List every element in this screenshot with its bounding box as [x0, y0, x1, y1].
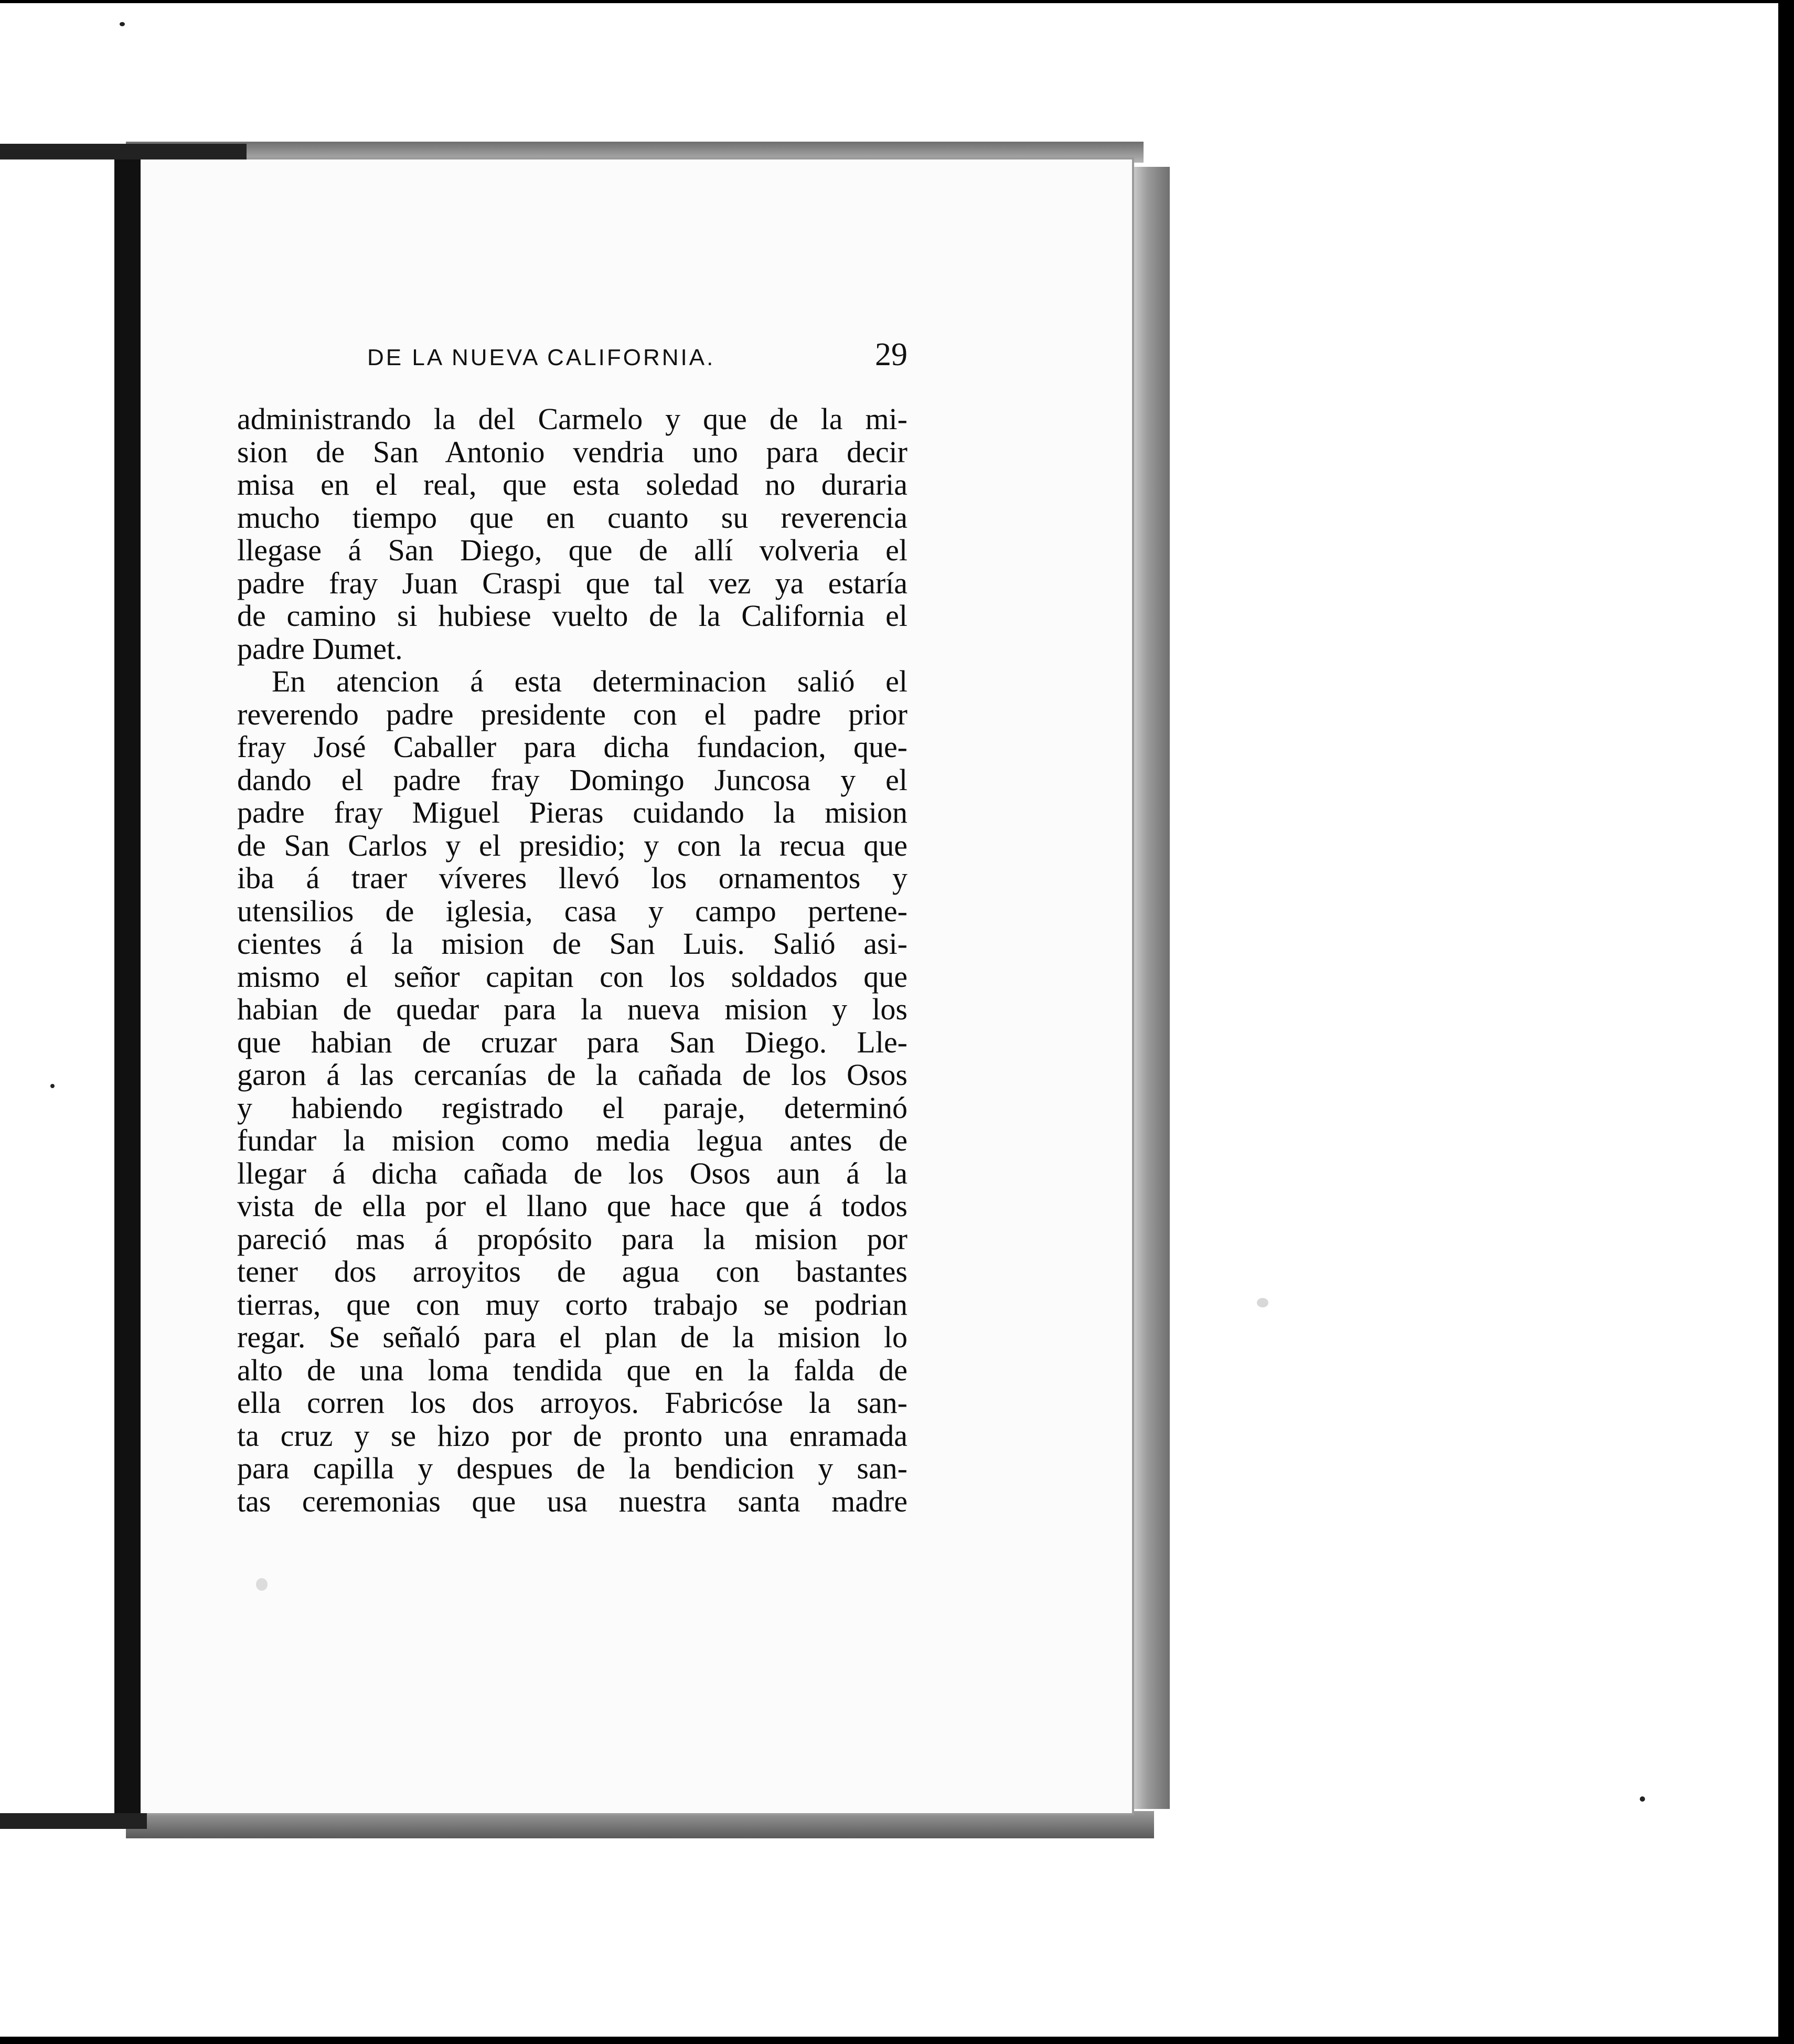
text-line: misa en el real, que esta soledad no duraria: [237, 467, 907, 502]
text-line: sion de San Antonio vendria uno para decir: [237, 434, 907, 469]
scan-speck: [1257, 1298, 1268, 1307]
text-line: para capilla y despues de la bendicion y san-: [237, 1451, 907, 1485]
text-line: garon á las cercanías de la cañada de los Osos: [237, 1058, 907, 1092]
scan-border-right: [1778, 0, 1794, 2044]
text-line: de San Carlos y el presidio; y con la recua que: [237, 828, 907, 863]
text-line: fundar la mision como media legua antes de: [237, 1123, 907, 1157]
text-line: que habian de cruzar para San Diego. Lle-: [237, 1025, 907, 1059]
text-line: ella corren los dos arroyos. Fabricóse la san-: [237, 1386, 907, 1420]
text-line: vista de ella por el llano que hace que á todos: [237, 1189, 907, 1223]
running-header: [367, 333, 907, 380]
text-line: pareció mas á propósito para la mision por: [237, 1221, 907, 1256]
text-line: En atencion á esta determinacion salió el: [272, 664, 907, 698]
text-line: reverendo padre presidente con el padre prior: [237, 697, 907, 731]
text-line: tener dos arroyitos de agua con bastantes: [237, 1254, 907, 1289]
body-text: [237, 403, 907, 1518]
scan-speck: [256, 1578, 268, 1591]
text-line: llegar á dicha cañada de los Osos aun á la: [237, 1156, 907, 1190]
paragraph-1: [237, 403, 907, 665]
text-line: y habiendo registrado el paraje, determinó: [237, 1090, 907, 1125]
scan-speck: [1640, 1796, 1645, 1802]
page-number: 29: [875, 337, 907, 372]
text-line: padre Dumet.: [237, 631, 403, 666]
text-line: iba á traer víveres llevó los ornamentos y: [237, 861, 907, 895]
left-page-top-edge: [0, 144, 247, 159]
text-line: ta cruz y se hizo por de pronto una enramada: [237, 1418, 907, 1453]
text-line: llegase á San Diego, que de allí volveria el: [237, 533, 907, 567]
book-spine: [114, 147, 141, 1826]
running-title: DE LA NUEVA CALIFORNIA.: [367, 345, 716, 370]
text-line: administrando la del Carmelo y que de la mi-: [237, 402, 907, 436]
paragraph-2: [237, 665, 907, 1518]
text-line: cientes á la mision de San Luis. Salió asi-: [237, 927, 907, 961]
scan-speck: [50, 1084, 55, 1088]
text-line: de camino si hubiese vuelto de la California el: [237, 599, 907, 633]
text-line: habian de quedar para la nueva mision y los: [237, 992, 907, 1026]
scan-border-top: [0, 0, 1794, 3]
page-edge-right: [1132, 167, 1170, 1809]
left-page-bottom-edge: [0, 1813, 147, 1829]
text-line: tas ceremonias que usa nuestra santa madre: [237, 1484, 907, 1518]
scan-speck: [120, 22, 125, 26]
text-line: padre fray Miguel Pieras cuidando la mision: [237, 795, 907, 829]
text-line: mucho tiempo que en cuanto su reverencia: [237, 500, 907, 535]
text-line: padre fray Juan Craspi que tal vez ya estaría: [237, 566, 907, 600]
text-line: regar. Se señaló para el plan de la mision lo: [237, 1320, 907, 1354]
text-line: dando el padre fray Domingo Juncosa y el: [237, 762, 907, 797]
text-line: tierras, que con muy corto trabajo se podrian: [237, 1287, 907, 1322]
text-line: utensilios de iglesia, casa y campo pertene-: [237, 893, 907, 928]
text-line: fray José Caballer para dicha fundacion, que-: [237, 730, 907, 764]
text-line: mismo el señor capitan con los soldados que: [237, 959, 907, 994]
scan-border-bottom: [0, 2037, 1794, 2044]
text-line: alto de una loma tendida que en la falda de: [237, 1353, 907, 1387]
